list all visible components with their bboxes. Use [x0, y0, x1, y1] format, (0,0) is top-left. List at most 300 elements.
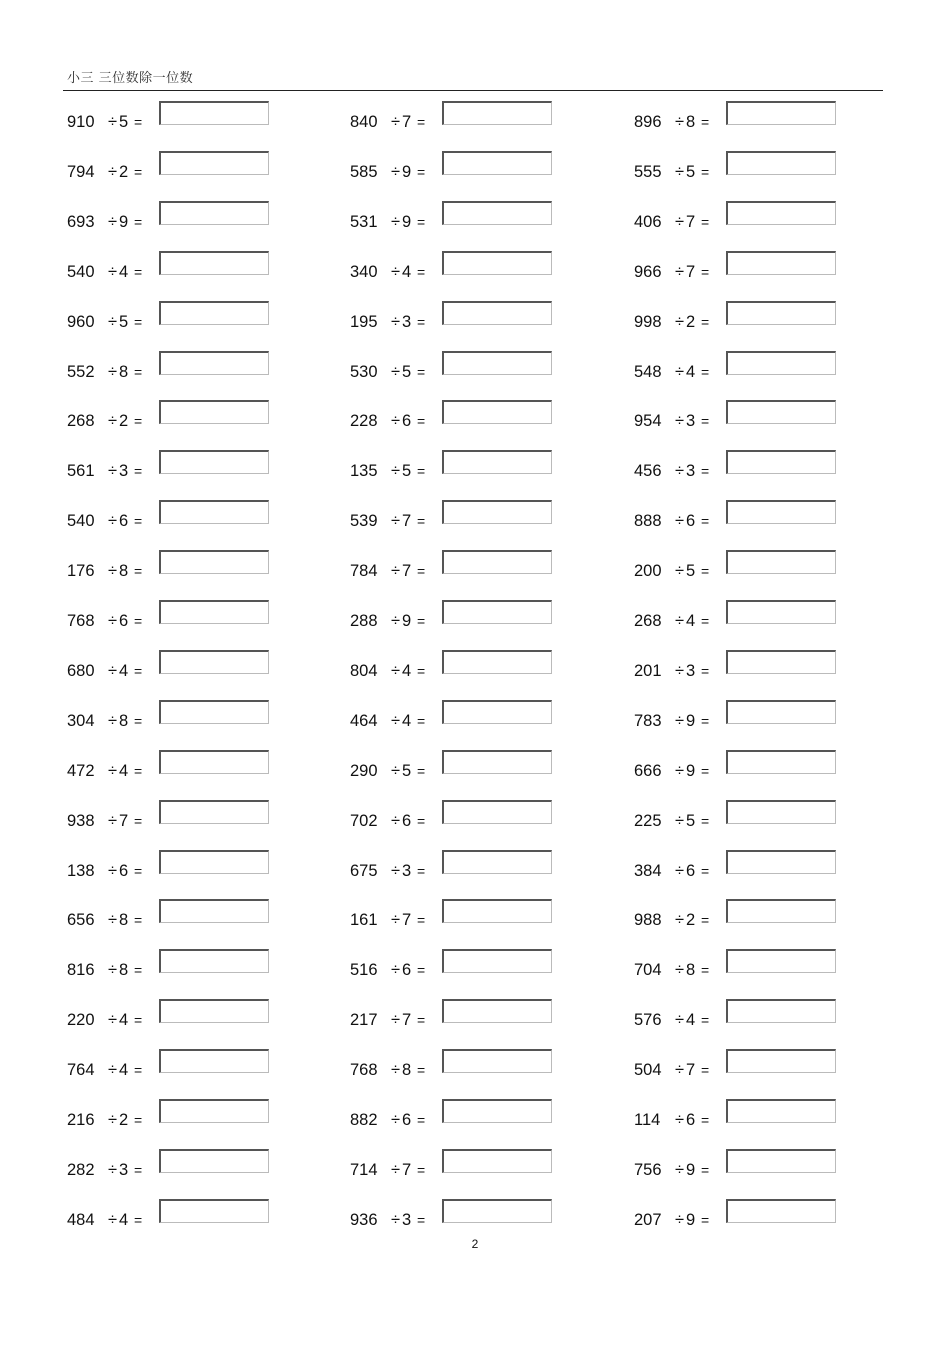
division-problem	[634, 450, 844, 480]
answer-box[interactable]	[159, 850, 269, 874]
dividend: 384	[634, 862, 662, 880]
answer-box[interactable]	[442, 400, 552, 424]
answer-box[interactable]	[442, 1049, 552, 1073]
divide-sign: ÷	[108, 862, 118, 880]
division-problem	[634, 1099, 844, 1129]
division-problem	[67, 750, 277, 780]
divisor: 9	[686, 712, 696, 730]
divide-sign: ÷	[675, 462, 685, 480]
divisor: 5	[686, 163, 696, 181]
answer-box[interactable]	[726, 999, 836, 1023]
divisor: 3	[402, 1211, 412, 1229]
divisor: 3	[402, 862, 412, 880]
equals-sign: =	[417, 1212, 426, 1228]
dividend: 960	[67, 313, 95, 331]
dividend: 540	[67, 263, 95, 281]
division-problem	[350, 301, 560, 331]
division-problem	[67, 101, 277, 131]
divide-sign: ÷	[108, 1011, 118, 1029]
divide-sign: ÷	[391, 412, 401, 430]
division-problem	[67, 301, 277, 331]
dividend: 666	[634, 762, 662, 780]
divisor: 3	[119, 462, 129, 480]
divide-sign: ÷	[675, 412, 685, 430]
answer-box[interactable]	[442, 850, 552, 874]
equals-sign: =	[134, 1062, 143, 1078]
division-problem	[350, 351, 560, 381]
division-problem	[634, 151, 844, 181]
equals-sign: =	[701, 663, 710, 679]
divisor: 6	[119, 862, 129, 880]
dividend: 290	[350, 762, 378, 780]
equals-sign: =	[701, 962, 710, 978]
answer-box[interactable]	[442, 800, 552, 824]
answer-box[interactable]	[159, 1099, 269, 1123]
division-problem	[67, 151, 277, 181]
divisor: 8	[686, 113, 696, 131]
equals-sign: =	[417, 264, 426, 280]
answer-box[interactable]	[726, 151, 836, 175]
answer-box[interactable]	[442, 1199, 552, 1223]
divisor: 4	[119, 1061, 129, 1079]
equals-sign: =	[134, 563, 143, 579]
division-problem	[67, 351, 277, 381]
equals-sign: =	[701, 613, 710, 629]
equals-sign: =	[417, 413, 426, 429]
dividend: 195	[350, 313, 378, 331]
divide-sign: ÷	[108, 313, 118, 331]
dividend: 888	[634, 512, 662, 530]
divisor: 6	[402, 961, 412, 979]
equals-sign: =	[417, 364, 426, 380]
division-problem	[350, 500, 560, 530]
divide-sign: ÷	[391, 1211, 401, 1229]
division-problem	[634, 750, 844, 780]
divide-sign: ÷	[391, 113, 401, 131]
answer-box[interactable]	[159, 1049, 269, 1073]
divide-sign: ÷	[675, 1061, 685, 1079]
divisor: 5	[119, 313, 129, 331]
division-problem	[350, 151, 560, 181]
equals-sign: =	[701, 563, 710, 579]
equals-sign: =	[134, 713, 143, 729]
divide-sign: ÷	[391, 313, 401, 331]
division-problem	[67, 650, 277, 680]
answer-box[interactable]	[159, 949, 269, 973]
divisor: 9	[402, 213, 412, 231]
equals-sign: =	[134, 264, 143, 280]
equals-sign: =	[701, 763, 710, 779]
dividend: 114	[634, 1111, 661, 1129]
dividend: 207	[634, 1211, 662, 1229]
divide-sign: ÷	[391, 612, 401, 630]
division-problem	[350, 1099, 560, 1129]
dividend: 966	[634, 263, 662, 281]
division-problem	[634, 351, 844, 381]
answer-box[interactable]	[159, 650, 269, 674]
divisor: 8	[119, 363, 129, 381]
equals-sign: =	[417, 314, 426, 330]
division-problem	[350, 1199, 560, 1229]
answer-box[interactable]	[726, 301, 836, 325]
answer-box[interactable]	[442, 650, 552, 674]
divide-sign: ÷	[391, 662, 401, 680]
division-problem	[67, 999, 277, 1029]
answer-box[interactable]	[726, 101, 836, 125]
dividend: 764	[67, 1061, 95, 1079]
answer-box[interactable]	[726, 600, 836, 624]
dividend: 675	[350, 862, 378, 880]
dividend: 585	[350, 163, 378, 181]
equals-sign: =	[417, 214, 426, 230]
divisor: 7	[119, 812, 129, 830]
divide-sign: ÷	[391, 512, 401, 530]
answer-box[interactable]	[159, 800, 269, 824]
answer-box[interactable]	[726, 650, 836, 674]
division-problem	[67, 251, 277, 281]
division-problem	[634, 949, 844, 979]
dividend: 135	[350, 462, 378, 480]
dividend: 456	[634, 462, 662, 480]
answer-box[interactable]	[442, 550, 552, 574]
answer-box[interactable]	[442, 450, 552, 474]
answer-box[interactable]	[726, 800, 836, 824]
answer-box[interactable]	[442, 201, 552, 225]
equals-sign: =	[701, 1112, 710, 1128]
dividend: 840	[350, 113, 378, 131]
divide-sign: ÷	[108, 1111, 118, 1129]
divisor: 3	[119, 1161, 129, 1179]
divide-sign: ÷	[675, 662, 685, 680]
answer-box[interactable]	[726, 351, 836, 375]
divide-sign: ÷	[108, 961, 118, 979]
answer-box[interactable]	[442, 151, 552, 175]
divisor: 6	[686, 862, 696, 880]
divisor: 7	[686, 263, 696, 281]
dividend: 561	[67, 462, 95, 480]
equals-sign: =	[134, 114, 143, 130]
answer-box[interactable]	[442, 301, 552, 325]
answer-box[interactable]	[442, 949, 552, 973]
division-problem	[350, 800, 560, 830]
equals-sign: =	[417, 962, 426, 978]
divisor: 4	[686, 612, 696, 630]
answer-box[interactable]	[726, 1199, 836, 1223]
division-problem	[67, 500, 277, 530]
divisor: 9	[686, 1161, 696, 1179]
divide-sign: ÷	[675, 961, 685, 979]
answer-box[interactable]	[726, 251, 836, 275]
divide-sign: ÷	[675, 313, 685, 331]
dividend: 702	[350, 812, 378, 830]
equals-sign: =	[701, 863, 710, 879]
division-problem	[350, 251, 560, 281]
dividend: 882	[350, 1111, 378, 1129]
division-problem	[67, 800, 277, 830]
dividend: 530	[350, 363, 378, 381]
divide-sign: ÷	[108, 412, 118, 430]
answer-box[interactable]	[159, 700, 269, 724]
answer-box[interactable]	[159, 301, 269, 325]
division-problem	[350, 650, 560, 680]
equals-sign: =	[134, 364, 143, 380]
divide-sign: ÷	[108, 762, 118, 780]
equals-sign: =	[701, 1062, 710, 1078]
equals-sign: =	[134, 513, 143, 529]
divisor: 9	[402, 163, 412, 181]
answer-box[interactable]	[442, 750, 552, 774]
answer-box[interactable]	[726, 700, 836, 724]
divide-sign: ÷	[391, 911, 401, 929]
division-problem	[67, 1099, 277, 1129]
divide-sign: ÷	[391, 363, 401, 381]
answer-box[interactable]	[726, 899, 836, 923]
dividend: 340	[350, 263, 378, 281]
division-problem	[634, 899, 844, 929]
dividend: 988	[634, 911, 662, 929]
dividend: 138	[67, 862, 95, 880]
equals-sign: =	[701, 364, 710, 380]
divide-sign: ÷	[675, 762, 685, 780]
division-problem	[67, 700, 277, 730]
divide-sign: ÷	[108, 462, 118, 480]
dividend: 938	[67, 812, 95, 830]
divisor: 7	[402, 1161, 412, 1179]
equals-sign: =	[134, 1112, 143, 1128]
answer-box[interactable]	[442, 600, 552, 624]
dividend: 516	[350, 961, 378, 979]
division-problem	[634, 650, 844, 680]
answer-box[interactable]	[442, 899, 552, 923]
division-problem	[350, 1049, 560, 1079]
divisor: 4	[119, 662, 129, 680]
page-number: 2	[471, 1237, 479, 1251]
divisor: 8	[119, 562, 129, 580]
answer-box[interactable]	[726, 1049, 836, 1073]
divide-sign: ÷	[108, 911, 118, 929]
dividend: 268	[634, 612, 662, 630]
equals-sign: =	[701, 713, 710, 729]
answer-box[interactable]	[442, 500, 552, 524]
answer-box[interactable]	[726, 201, 836, 225]
dividend: 282	[67, 1161, 95, 1179]
dividend: 555	[634, 163, 662, 181]
divisor: 2	[686, 313, 696, 331]
divisor: 3	[686, 412, 696, 430]
divisor: 5	[119, 113, 129, 131]
equals-sign: =	[701, 912, 710, 928]
equals-sign: =	[417, 513, 426, 529]
equals-sign: =	[134, 912, 143, 928]
divisor: 8	[119, 961, 129, 979]
division-problem	[350, 450, 560, 480]
equals-sign: =	[134, 1162, 143, 1178]
answer-box[interactable]	[726, 750, 836, 774]
answer-box[interactable]	[159, 201, 269, 225]
divisor: 6	[119, 612, 129, 630]
answer-box[interactable]	[726, 850, 836, 874]
division-problem	[67, 550, 277, 580]
dividend: 220	[67, 1011, 95, 1029]
equals-sign: =	[701, 463, 710, 479]
answer-box[interactable]	[159, 251, 269, 275]
answer-box[interactable]	[442, 1099, 552, 1123]
header-divider	[63, 90, 883, 91]
divide-sign: ÷	[391, 762, 401, 780]
divisor: 7	[686, 1061, 696, 1079]
dividend: 896	[634, 113, 662, 131]
equals-sign: =	[134, 863, 143, 879]
answer-box[interactable]	[159, 101, 269, 125]
divisor: 6	[402, 412, 412, 430]
answer-box[interactable]	[159, 151, 269, 175]
answer-box[interactable]	[442, 101, 552, 125]
equals-sign: =	[134, 314, 143, 330]
divisor: 5	[686, 812, 696, 830]
equals-sign: =	[417, 463, 426, 479]
divisor: 5	[402, 363, 412, 381]
divisor: 7	[686, 213, 696, 231]
answer-box[interactable]	[159, 500, 269, 524]
equals-sign: =	[134, 613, 143, 629]
answer-box[interactable]	[726, 1149, 836, 1173]
answer-box[interactable]	[442, 999, 552, 1023]
answer-box[interactable]	[159, 999, 269, 1023]
divisor: 4	[119, 1211, 129, 1229]
answer-box[interactable]	[442, 700, 552, 724]
divisor: 5	[686, 562, 696, 580]
divide-sign: ÷	[391, 163, 401, 181]
answer-box[interactable]	[726, 1099, 836, 1123]
dividend: 656	[67, 911, 95, 929]
dividend: 228	[350, 412, 378, 430]
dividend: 161	[350, 911, 378, 929]
answer-box[interactable]	[159, 450, 269, 474]
divide-sign: ÷	[391, 961, 401, 979]
division-problem	[67, 400, 277, 430]
equals-sign: =	[417, 1062, 426, 1078]
answer-box[interactable]	[726, 550, 836, 574]
dividend: 783	[634, 712, 662, 730]
divide-sign: ÷	[108, 1061, 118, 1079]
equals-sign: =	[417, 1162, 426, 1178]
equals-sign: =	[417, 164, 426, 180]
divide-sign: ÷	[675, 512, 685, 530]
equals-sign: =	[134, 463, 143, 479]
divisor: 9	[686, 1211, 696, 1229]
divide-sign: ÷	[108, 562, 118, 580]
divide-sign: ÷	[108, 662, 118, 680]
divide-sign: ÷	[108, 363, 118, 381]
divide-sign: ÷	[391, 263, 401, 281]
dividend: 217	[350, 1011, 378, 1029]
answer-box[interactable]	[159, 400, 269, 424]
division-problem	[350, 400, 560, 430]
division-problem	[634, 800, 844, 830]
answer-box[interactable]	[726, 450, 836, 474]
equals-sign: =	[701, 314, 710, 330]
equals-sign: =	[134, 1212, 143, 1228]
divide-sign: ÷	[675, 263, 685, 281]
divide-sign: ÷	[108, 712, 118, 730]
dividend: 768	[67, 612, 95, 630]
answer-box[interactable]	[159, 750, 269, 774]
division-problem	[634, 700, 844, 730]
divisor: 4	[402, 263, 412, 281]
answer-box[interactable]	[442, 351, 552, 375]
answer-box[interactable]	[442, 1149, 552, 1173]
divide-sign: ÷	[675, 712, 685, 730]
division-problem	[634, 301, 844, 331]
dividend: 768	[350, 1061, 378, 1079]
divide-sign: ÷	[391, 1111, 401, 1129]
divisor: 4	[119, 1011, 129, 1029]
divisor: 5	[402, 762, 412, 780]
dividend: 954	[634, 412, 662, 430]
dividend: 936	[350, 1211, 378, 1229]
division-problem	[67, 1149, 277, 1179]
answer-box[interactable]	[159, 351, 269, 375]
dividend: 539	[350, 512, 378, 530]
dividend: 540	[67, 512, 95, 530]
answer-box[interactable]	[159, 1199, 269, 1223]
answer-box[interactable]	[726, 500, 836, 524]
divisor: 7	[402, 512, 412, 530]
divisor: 4	[119, 263, 129, 281]
division-problem	[350, 201, 560, 231]
dividend: 680	[67, 662, 95, 680]
division-problem	[634, 400, 844, 430]
answer-box[interactable]	[159, 550, 269, 574]
answer-box[interactable]	[726, 949, 836, 973]
dividend: 200	[634, 562, 662, 580]
division-problem	[67, 600, 277, 630]
answer-box[interactable]	[159, 1149, 269, 1173]
division-problem	[350, 899, 560, 929]
division-problem	[634, 201, 844, 231]
equals-sign: =	[701, 513, 710, 529]
dividend: 216	[67, 1111, 95, 1129]
division-problem	[67, 850, 277, 880]
divide-sign: ÷	[675, 113, 685, 131]
divisor: 7	[402, 562, 412, 580]
division-problem	[350, 101, 560, 131]
equals-sign: =	[134, 1012, 143, 1028]
divide-sign: ÷	[391, 862, 401, 880]
equals-sign: =	[417, 114, 426, 130]
equals-sign: =	[701, 413, 710, 429]
equals-sign: =	[701, 1012, 710, 1028]
answer-box[interactable]	[159, 899, 269, 923]
equals-sign: =	[417, 763, 426, 779]
divisor: 9	[686, 762, 696, 780]
divisor: 4	[119, 762, 129, 780]
dividend: 548	[634, 363, 662, 381]
divide-sign: ÷	[391, 213, 401, 231]
answer-box[interactable]	[159, 600, 269, 624]
equals-sign: =	[701, 813, 710, 829]
divisor: 6	[402, 812, 412, 830]
answer-box[interactable]	[726, 400, 836, 424]
dividend: 693	[67, 213, 95, 231]
equals-sign: =	[134, 763, 143, 779]
dividend: 552	[67, 363, 95, 381]
divisor: 2	[686, 911, 696, 929]
answer-box[interactable]	[442, 251, 552, 275]
division-problem	[350, 850, 560, 880]
equals-sign: =	[417, 563, 426, 579]
dividend: 704	[634, 961, 662, 979]
